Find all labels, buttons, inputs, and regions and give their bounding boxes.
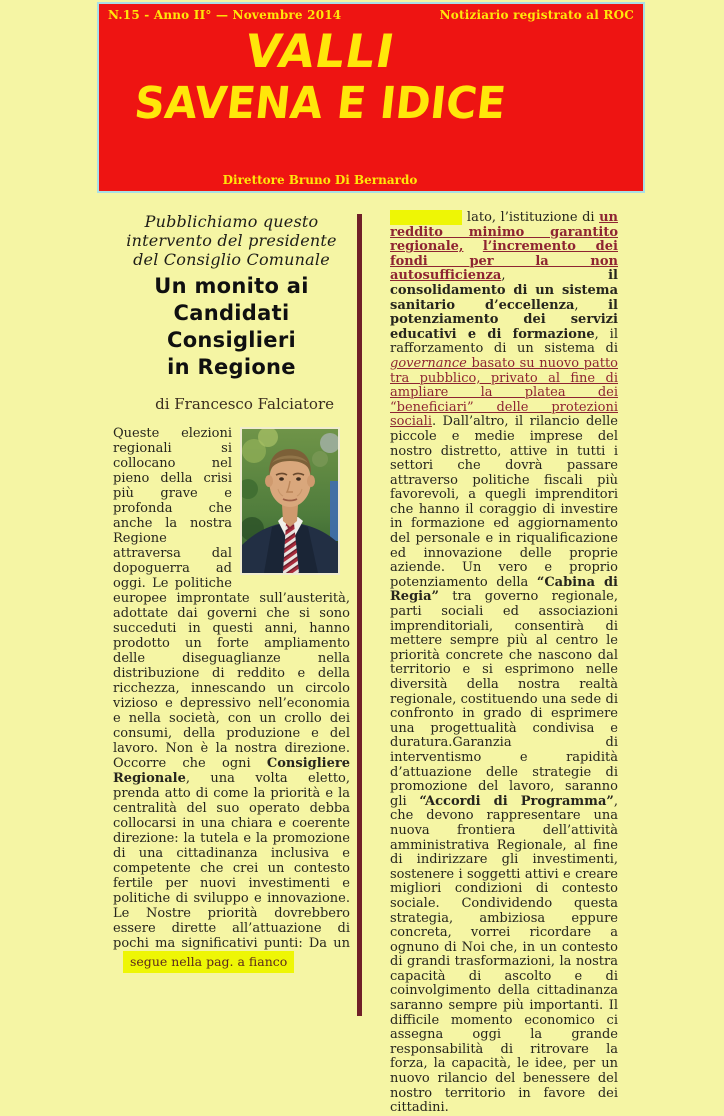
text-run: governance — [390, 355, 467, 371]
text-run: il consolidamento di un sistema sanitario d’eccellenza — [390, 268, 618, 313]
article-kicker: Pubblichiamo questo intervento del presidente del Consiglio Comunale — [126, 212, 337, 269]
text-run: , — [574, 297, 609, 313]
text-run: Queste elezioni regionali si collocano nel pieno della crisi più grave e profonda che anche la nostra Regione attraversa dal dopoguerra ad oggi. Le politiche europee improntate sull’austerità, adottate dai governi che si sono succeduti in questi anni, hanno prodotto un forte ampliamento delle diseguaglianze nella distribuzione di reddito e della ricchezza, innescando un circolo vizioso e depressivo nell’economia e nella società, con un crollo dei consumi, della produzione e del lavoro. Non è la nostra direzione. Occorre che ogni — [113, 426, 350, 771]
right-column — [390, 211, 618, 1116]
title-line-1: VALLI — [240, 24, 400, 78]
text-run: il potenziamento dei servizi educativi e di formazione — [390, 297, 618, 342]
title-line-2: SAVENA E IDICE — [132, 78, 509, 129]
text-run: tra governo regionale, parti sociali ed associazioni imprenditoriali, consentirà di mettere sempre più al centro le priorità concrete che nascono dal territorio e si esprimono nelle diversità della nostra realtà regionale, costituendo una sede di confronto in grado di esprimere una progettualità condivisa e duratura.Garanzia di interventismo e rapidità d’attuazione delle strategie di promozione del lavoro, saranno gli — [390, 589, 618, 809]
text-run: , che devono rappresentare una nuova frontiera dell’attività amministrativa Regionale, al fine di indirizzare gli investimenti, sostenere i soggetti attivi e creare migliori condizioni di contesto sociale. Condividendo questa strategia, ambiziosa eppure concreta, vorrei ricordare a ognuno di Noi che, in un contesto di grandi trasformazioni, la nostra capacità di ascolto e di coinvolgimento della cittadinanza saranno sempre più importanti. Il difficile momento economico ci assegna oggi la grande responsabilità di ritrovare la forza, la capacità, le idee, per un nuovo rilancio del benessere del nostro territorio in favore dei cittadini. — [390, 793, 618, 1116]
continuation-note: segue nella pag. a fianco — [123, 951, 294, 973]
text-run: lato, l’istituzione di — [462, 210, 600, 225]
text-run: , — [501, 268, 609, 284]
text-run: basato su nuovo patto tra pubblico, privato al fine di ampliare la platea dei “beneficiari” delle protezioni sociali — [390, 355, 618, 430]
masthead-meta-row — [99, 4, 643, 22]
left-column — [113, 212, 350, 973]
column-divider-rule — [357, 214, 362, 1016]
text-run: , il rafforzamento di un sistema di — [390, 326, 618, 357]
text-run: , una volta eletto, prenda atto di come la priorità e la centralità del suo operato debba collocarsi in una chiara e coerente direzione: la tutela e la promozione di una cittadinanza inclusiva e competente che crei un contesto fertile per nuovi investimenti e politiche di sviluppo e innovazione. Le Nostre priorità dovrebbero essere dirette all’attuazione di pochi ma significativi punti: Da un — [113, 771, 350, 951]
text-run: “Accordi di Programma” — [419, 793, 614, 809]
text-run: “Cabina di Regia” — [390, 574, 618, 605]
text-run: . Dall’altro, il rilancio delle piccole e medie imprese del nostro distretto, attive in tutti i settori che dovrà passare attraverso politiche fiscali più favorevoli, a quegli imprenditori che hanno il coraggio di investire in formazione ed aggiornamento del personale e in riqualificazione ed innovazione delle proprie aziende. Un vero e proprio potenziamento della — [390, 414, 618, 590]
newsletter-title — [99, 26, 541, 132]
article-body-left — [113, 426, 350, 973]
headline-line-2: Candidati Consiglieri — [166, 301, 296, 352]
article-headline — [113, 273, 350, 381]
text-run — [463, 239, 482, 254]
masthead — [97, 2, 645, 193]
headline-line-3: in Regione — [167, 355, 296, 379]
text-run: Consigliere Regionale — [113, 756, 350, 786]
issue-number: N.15 - Anno II° — Novembre 2014 — [108, 8, 342, 22]
portrait-photo — [240, 427, 340, 575]
text-run: un reddito minimo garantito regionale, — [390, 210, 618, 255]
registration-note: Notiziario registrato al ROC — [439, 8, 634, 22]
article-byline: di Francesco Falciatore — [155, 395, 334, 413]
article-body-right — [390, 211, 618, 1116]
article-text-right — [390, 210, 618, 1115]
highlight-blank — [390, 210, 462, 225]
headline-line-1: Un monito ai — [154, 274, 309, 298]
text-run: l’incremento dei fondi per la non autosufficienza — [390, 239, 618, 284]
director-line: Direttore Bruno Di Bernardo — [222, 173, 418, 187]
